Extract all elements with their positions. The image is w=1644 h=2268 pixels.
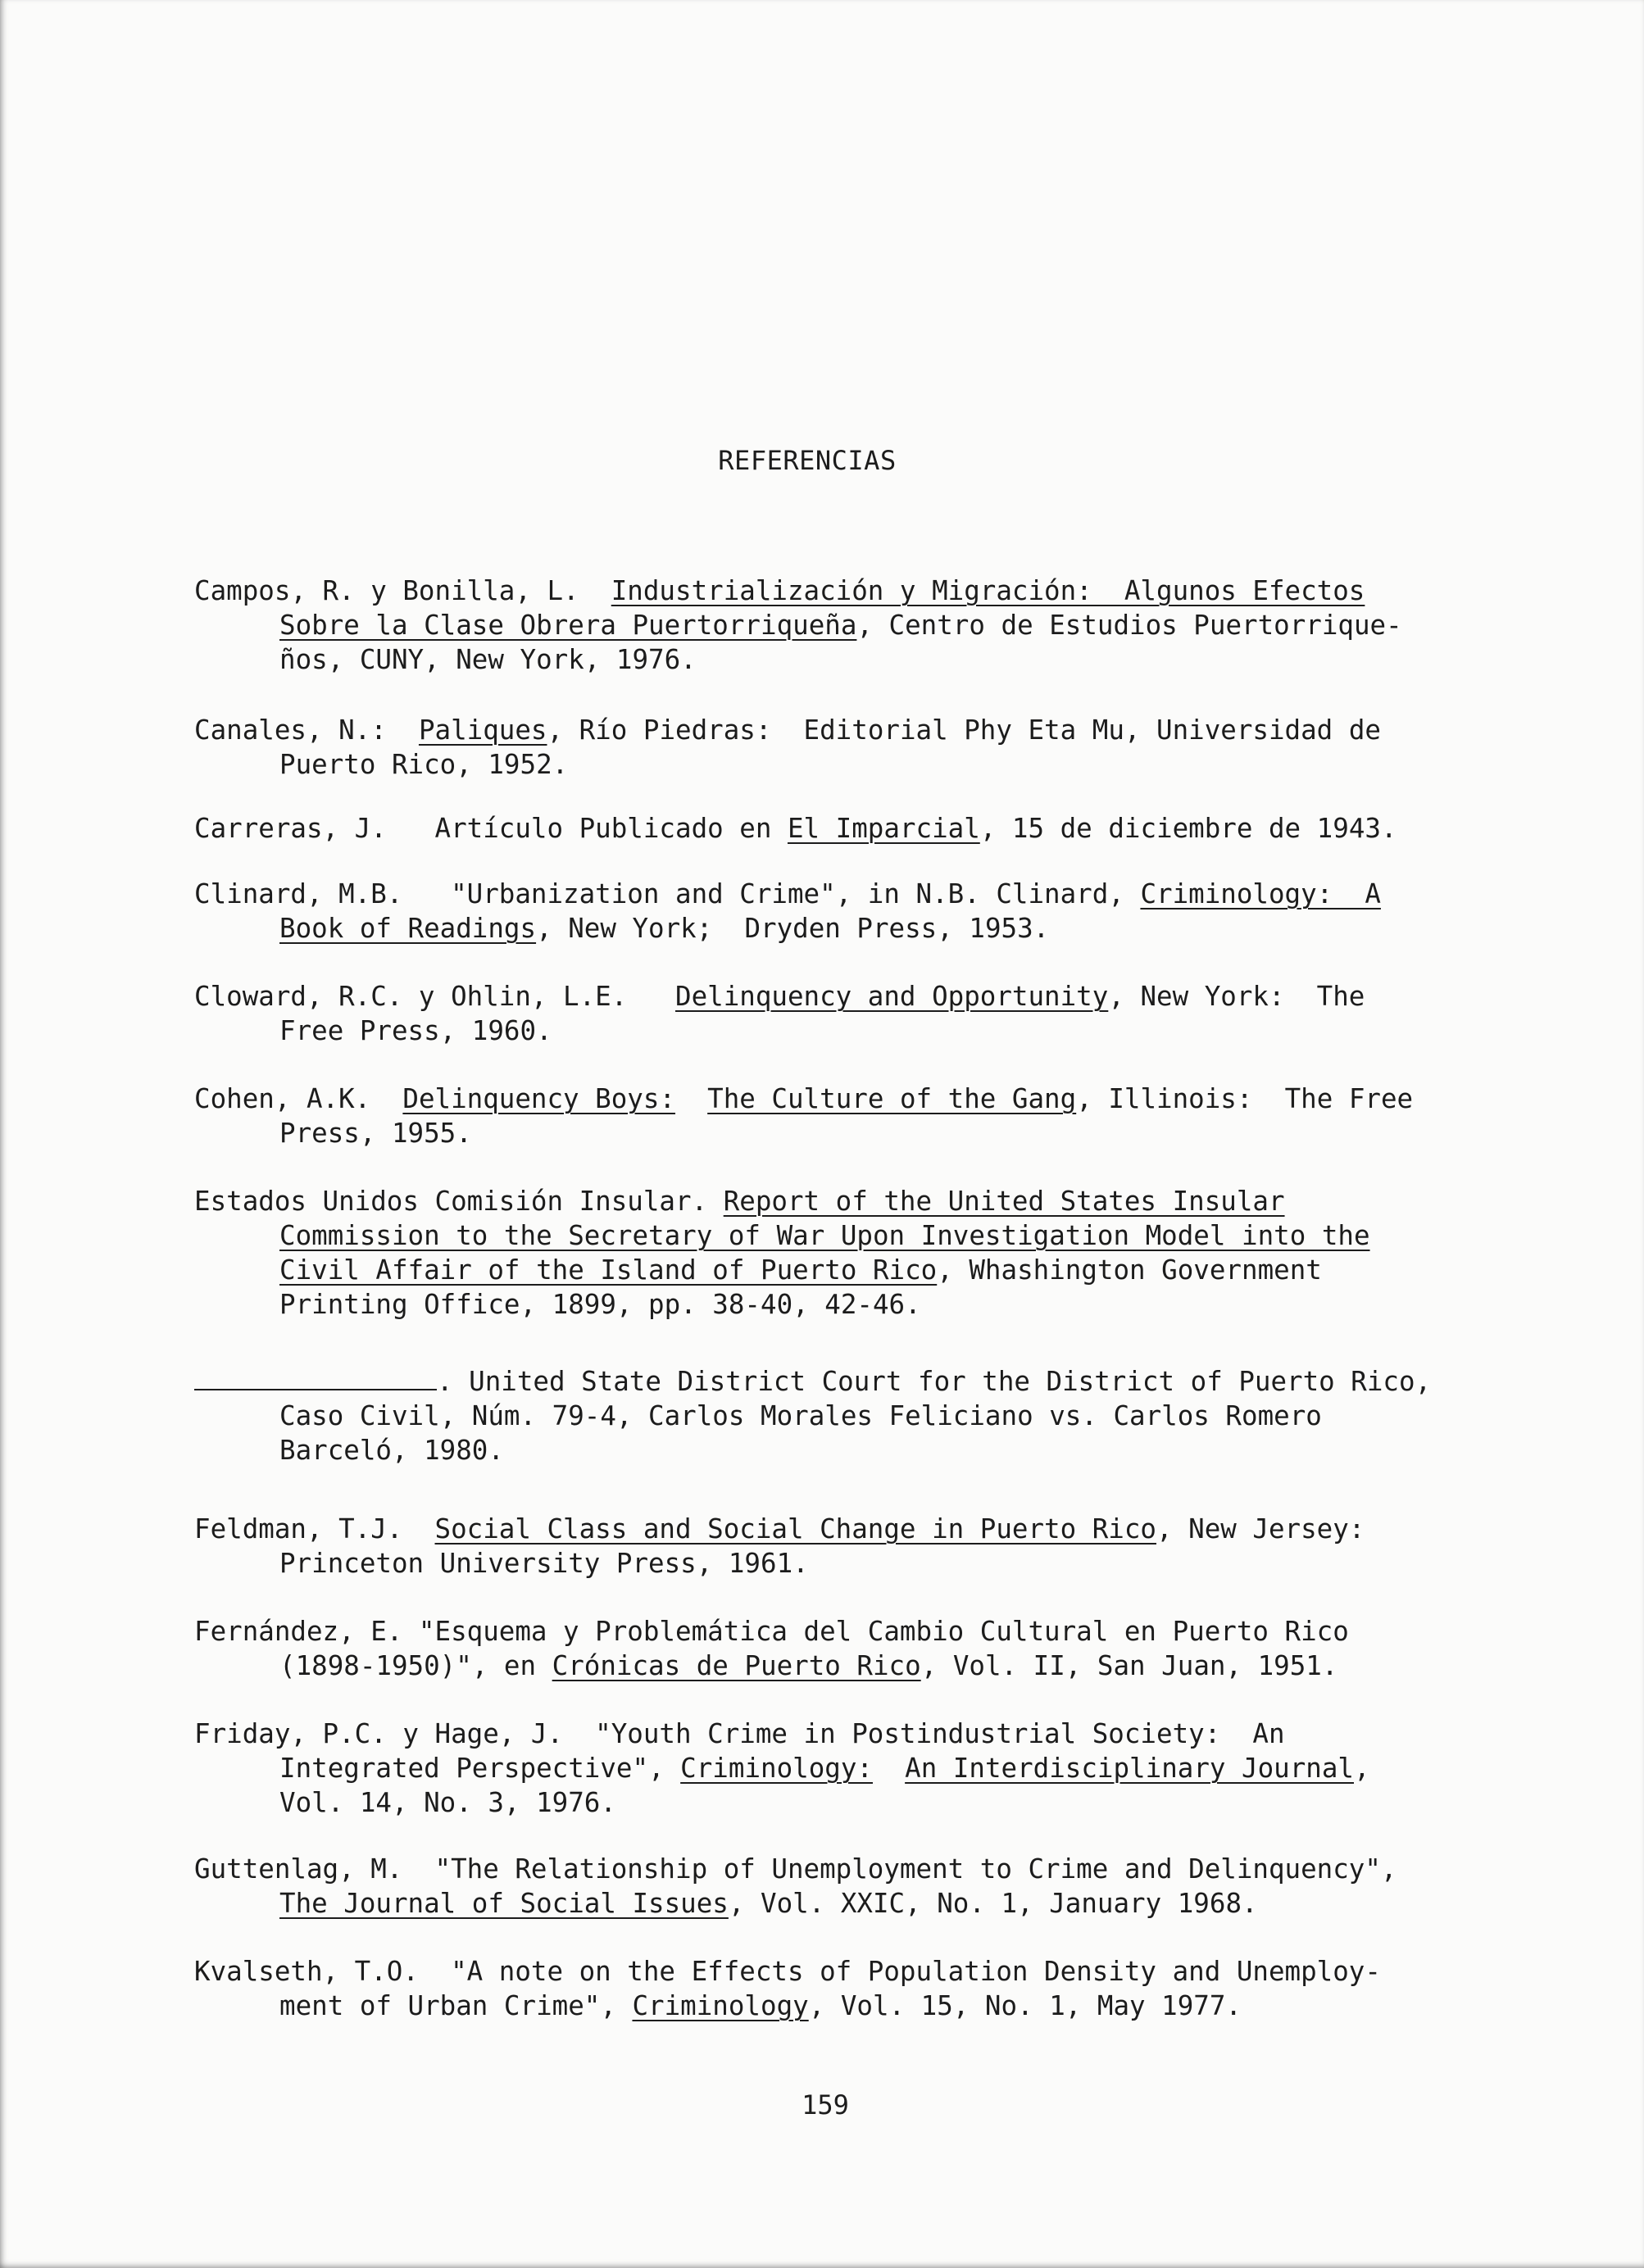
- reference-title-underlined: El Imparcial: [787, 813, 980, 844]
- reference-text: ment of Urban Crime",: [279, 1990, 633, 2021]
- reference-text: Guttenlag, M. "The Relationship of Unemployment to Crime and Delinquency",: [194, 1853, 1397, 1885]
- reference-line: [194, 1954, 1381, 1989]
- reference-text: , New York: The: [1108, 981, 1365, 1012]
- repeated-author-rule: [194, 1366, 437, 1390]
- reference-text: Free Press, 1960.: [279, 1015, 552, 1046]
- reference-line: [194, 574, 1402, 608]
- reference-entry: [194, 877, 1381, 946]
- reference-title-underlined: Social Class and Social Change in Puerto Rico: [434, 1513, 1156, 1545]
- reference-title-underlined: Criminology:: [680, 1753, 873, 1784]
- reference-text: . United State District Court for the District of Puerto Rico,: [437, 1366, 1432, 1397]
- reference-entry: [194, 1954, 1381, 2023]
- reference-line: [194, 1546, 1365, 1581]
- reference-line: [194, 1287, 1370, 1322]
- reference-text: [675, 1083, 707, 1114]
- reference-text: Kvalseth, T.O. "A note on the Effects of Population Density and Unemploy-: [194, 1956, 1381, 1987]
- reference-text: [873, 1753, 905, 1784]
- reference-text: Princeton University Press, 1961.: [279, 1548, 809, 1579]
- reference-title-underlined: Industrialización y Migración: Algunos Efectos: [611, 575, 1365, 606]
- reference-entry: [194, 1852, 1397, 1921]
- reference-text: , Centro de Estudios Puertorrique-: [856, 610, 1402, 641]
- reference-entry: [194, 574, 1402, 677]
- reference-line: [194, 811, 1397, 846]
- reference-text: , Vol. II, San Juan, 1951.: [920, 1650, 1338, 1681]
- reference-entry: [194, 1614, 1349, 1683]
- reference-text: Press, 1955.: [279, 1118, 472, 1149]
- reference-line: [194, 1218, 1370, 1253]
- reference-text: Campos, R. y Bonilla, L.: [194, 575, 611, 606]
- reference-title-underlined: Paliques: [418, 714, 547, 746]
- page-heading: REFERENCIAS: [718, 445, 897, 476]
- reference-entry: [194, 1184, 1370, 1322]
- page-number: 159: [802, 2089, 849, 2121]
- reference-title-underlined: Criminology: A: [1140, 878, 1381, 909]
- reference-text: , New Jersey:: [1156, 1513, 1365, 1545]
- reference-text: Vol. 14, No. 3, 1976.: [279, 1787, 616, 1818]
- reference-line: [194, 1116, 1413, 1150]
- reference-line: [194, 713, 1381, 747]
- reference-line: [194, 747, 1381, 782]
- reference-text: Canales, N.:: [194, 714, 419, 746]
- reference-line: [194, 1852, 1397, 1886]
- reference-line: [194, 1014, 1365, 1048]
- reference-text: Friday, P.C. y Hage, J. "Youth Crime in Postindustrial Society: An: [194, 1718, 1285, 1749]
- reference-text: Caso Civil, Núm. 79-4, Carlos Morales Feliciano vs. Carlos Romero: [279, 1400, 1322, 1431]
- reference-text: Cohen, A.K.: [194, 1083, 403, 1114]
- reference-line: [194, 1751, 1370, 1785]
- reference-text: , Whashington Government: [937, 1254, 1322, 1286]
- reference-line: [194, 1649, 1349, 1683]
- reference-line: [194, 1785, 1370, 1820]
- reference-line: [194, 1512, 1365, 1546]
- reference-text: , 15 de diciembre de 1943.: [979, 813, 1397, 844]
- reference-entry: [194, 1082, 1413, 1150]
- reference-title-underlined: Civil Affair of the Island of Puerto Rico: [279, 1254, 938, 1286]
- reference-text: Printing Office, 1899, pp. 38-40, 42-46.: [279, 1289, 921, 1320]
- reference-line: [194, 1253, 1370, 1287]
- reference-entry: [194, 979, 1365, 1048]
- reference-line: [194, 1364, 1431, 1399]
- reference-title-underlined: Delinquency and Opportunity: [675, 981, 1109, 1012]
- reference-title-underlined: Crónicas de Puerto Rico: [552, 1650, 921, 1681]
- reference-line: [194, 1886, 1397, 1921]
- reference-text: (1898-1950)", en: [279, 1650, 552, 1681]
- reference-line: [194, 1717, 1370, 1751]
- reference-text: ños, CUNY, New York, 1976.: [279, 644, 697, 675]
- reference-title-underlined: Criminology: [632, 1990, 809, 2021]
- reference-title-underlined: Delinquency Boys:: [402, 1083, 676, 1114]
- reference-text: Clinard, M.B. "Urbanization and Crime", in N.B. Clinard,: [194, 878, 1141, 909]
- reference-line: [194, 1989, 1381, 2023]
- reference-title-underlined: Commission to the Secretary of War Upon Investigation Model into the: [279, 1220, 1370, 1251]
- reference-title-underlined: The Journal of Social Issues: [279, 1888, 729, 1919]
- reference-entry: [194, 1717, 1370, 1820]
- reference-title-underlined: Report of the United States Insular: [723, 1186, 1285, 1217]
- reference-entry: [194, 1512, 1365, 1581]
- reference-line: [194, 608, 1402, 642]
- reference-line: [194, 1433, 1431, 1467]
- reference-text: Puerto Rico, 1952.: [279, 749, 569, 780]
- reference-text: Feldman, T.J.: [194, 1513, 435, 1545]
- reference-line: [194, 1184, 1370, 1218]
- reference-title-underlined: The Culture of the Gang: [707, 1083, 1077, 1114]
- reference-entry: [194, 713, 1381, 782]
- reference-text: , Vol. 15, No. 1, May 1977.: [808, 1990, 1242, 2021]
- reference-line: [194, 1614, 1349, 1649]
- reference-entry: [194, 1364, 1431, 1467]
- reference-text: Cloward, R.C. y Ohlin, L.E.: [194, 981, 675, 1012]
- reference-text: Integrated Perspective",: [279, 1753, 681, 1784]
- reference-text: , Río Piedras: Editorial Phy Eta Mu, Universidad de: [547, 714, 1381, 746]
- reference-line: [194, 642, 1402, 677]
- reference-text: Carreras, J. Artículo Publicado en: [194, 813, 788, 844]
- reference-text: Fernández, E. "Esquema y Problemática del Cambio Cultural en Puerto Rico: [194, 1616, 1349, 1647]
- reference-title-underlined: An Interdisciplinary Journal: [905, 1753, 1354, 1784]
- reference-text: , Illinois: The Free: [1076, 1083, 1414, 1114]
- reference-text: , Vol. XXIC, No. 1, January 1968.: [728, 1888, 1258, 1919]
- reference-text: , New York; Dryden Press, 1953.: [536, 913, 1050, 944]
- reference-line: [194, 877, 1381, 911]
- reference-line: [194, 911, 1381, 946]
- reference-title-underlined: Book of Readings: [279, 913, 537, 944]
- reference-text: ,: [1354, 1753, 1370, 1784]
- reference-line: [194, 1399, 1431, 1433]
- reference-text: Estados Unidos Comisión Insular.: [194, 1186, 724, 1217]
- reference-text: Barceló, 1980.: [279, 1435, 504, 1466]
- reference-line: [194, 979, 1365, 1014]
- reference-line: [194, 1082, 1413, 1116]
- reference-entry: [194, 811, 1397, 846]
- reference-title-underlined: Sobre la Clase Obrera Puertorriqueña: [279, 610, 857, 641]
